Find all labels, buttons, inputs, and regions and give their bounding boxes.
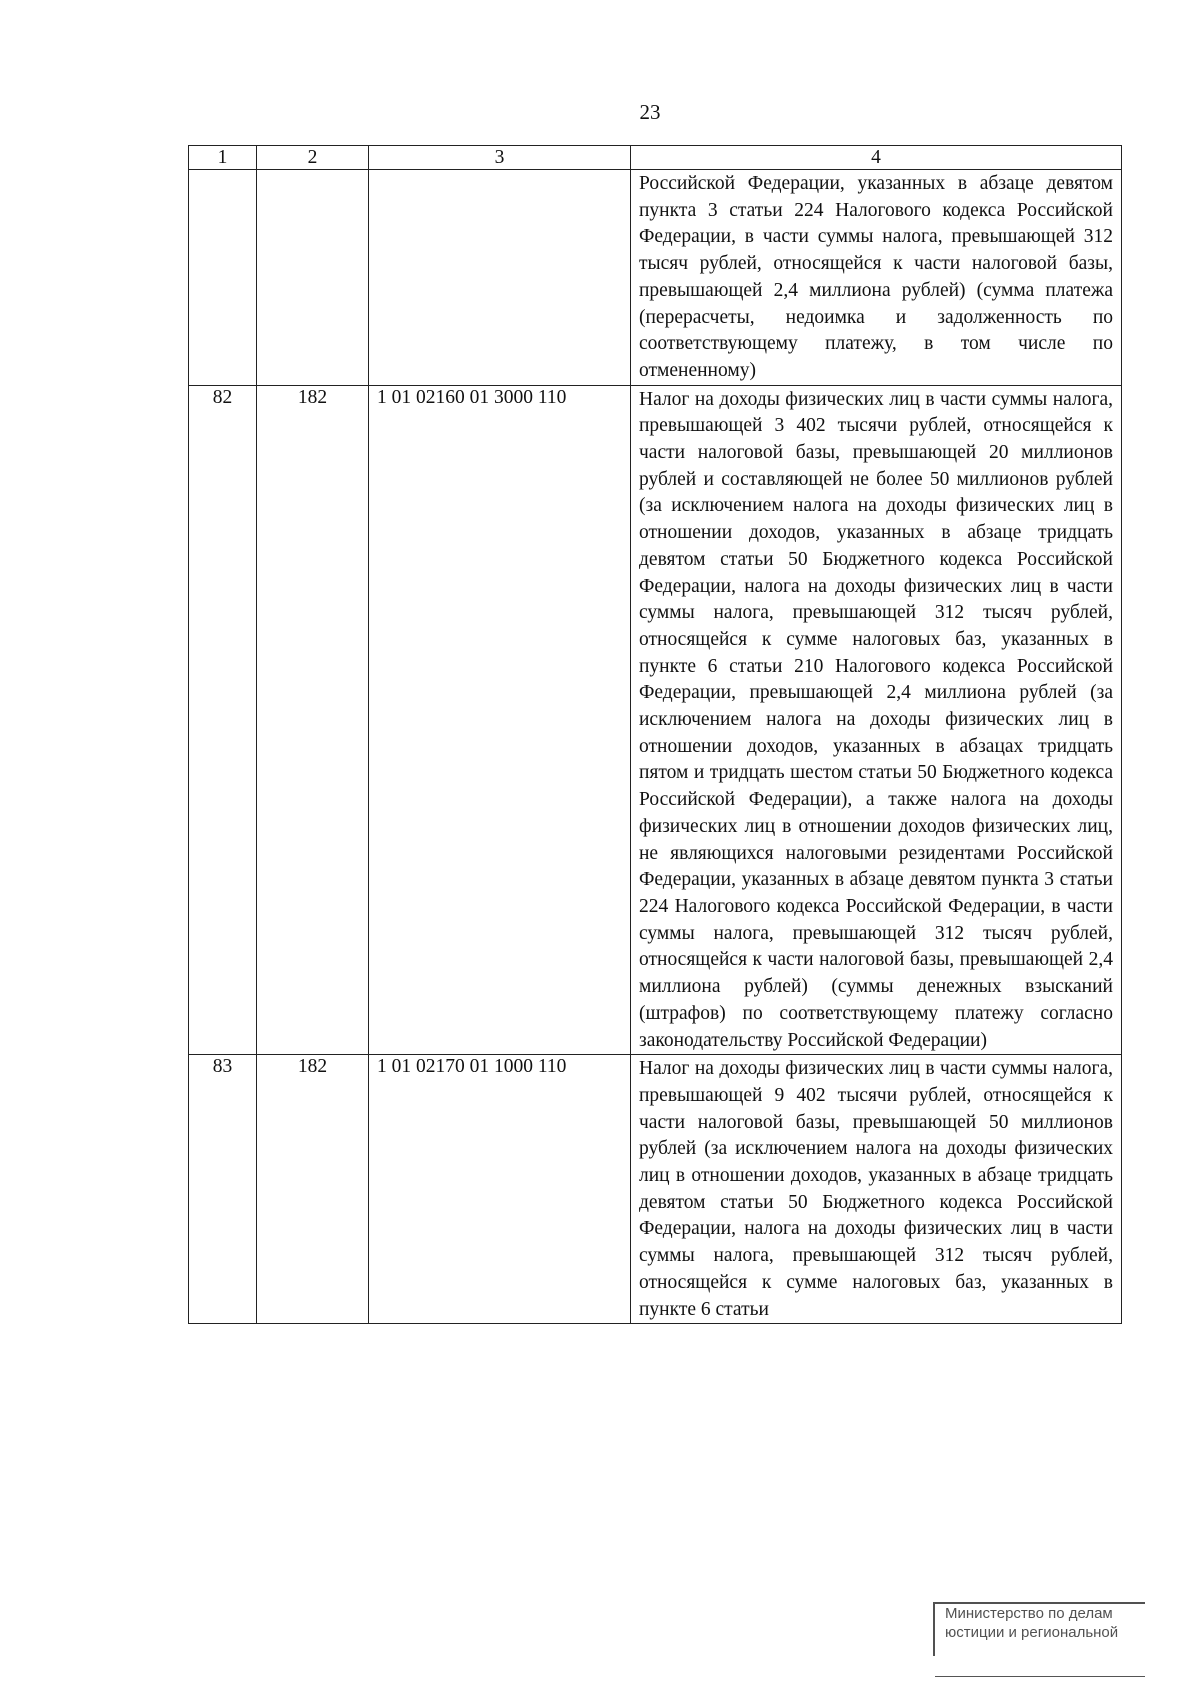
description-text: Налог на доходы физических лиц в части суммы налога, превышающей 9 402 тысячи рублей, относящейся к части налоговой базы, превышающей 50 миллионов рублей (за исключением налога на доходы физических лиц в отношении доходов, указанных в абзаце тридцать девятом статьи 50 Бюджетного кодекса Российской Федерации, налога на доходы физических лиц в части суммы налога, превышающей 312 тысяч рублей, относящейся к сумме налоговых баз, указанных в пункте 6 статьи [639,1058,1113,1320]
description-cell [631,170,1122,386]
table-header-row [189,146,1122,170]
description-cell [631,385,1122,1055]
budget-code-cell: 1 01 02170 01 1000 110 [369,1055,631,1324]
budget-code-cell: 1 01 02160 01 3000 110 [369,385,631,1055]
page-number: 23 [639,100,661,124]
admin-code-cell: 182 [257,1055,369,1324]
admin-code-cell [257,170,369,386]
stamp-line-2: юстиции и региональной [945,1624,1119,1641]
column-header-1: 1 [189,146,257,170]
table-row [189,170,1122,386]
row-number-cell [189,170,257,386]
table-row [189,385,1122,1055]
stamp-line-1: Министерство по делам [945,1605,1113,1622]
column-header-3: 3 [369,146,631,170]
description-text: Российской Федерации, указанных в абзаце девятом пункта 3 статьи 224 Налогового кодекса Российской Федерации, в части суммы налога, превышающей 312 тысяч рублей, относящейся к части налоговой базы, превышающей 2,4 миллиона рублей) (сумма платежа (перерасчеты, недоимка и задолженность по соответствующему платежу, в том числе по отмененному) [639,173,1113,381]
table-row [189,1055,1122,1324]
budget-code-cell [369,170,631,386]
registration-stamp [933,1602,1145,1656]
row-number-cell: 83 [189,1055,257,1324]
budget-codes-table [188,145,1122,1324]
description-text: Налог на доходы физических лиц в части суммы налога, превышающей 3 402 тысячи рублей, относящейся к части налоговой базы, превышающей 20 миллионов рублей и составляющей не более 50 миллионов рублей (за исключением налога на доходы физических лиц в отношении доходов, указанных в абзаце тридцать девятом статьи 50 Бюджетного кодекса Российской Федерации, налога на доходы физических лиц в части суммы налога, превышающей 312 тысяч рублей, относящейся к сумме налоговых баз, указанных в пункте 6 статьи 210 Налогового кодекса Российской Федерации, превышающей 2,4 миллиона рублей (за исключением налога на доходы физических лиц в отношении доходов, указанных в абзацах тридцать пятом и тридцать шестом статьи 50 Бюджетного кодекса Российской Федерации), а также налога на доходы физических лиц в отношении доходов физических лиц, не являющихся налоговыми резидентами Российской Федерации, указанных в абзаце девятом пункта 3 статьи 224 Налогового кодекса Российской Федерации, в части суммы налога, превышающей 312 тысяч рублей, относящейся к части налоговой базы, превышающей 2,4 миллиона рублей) (суммы денежных взысканий (штрафов) по соответствующему платежу согласно законодательству Российской Федерации) [639,388,1113,1051]
column-header-4: 4 [631,146,1122,170]
description-cell [631,1055,1122,1324]
column-header-2: 2 [257,146,369,170]
row-number-cell: 82 [189,385,257,1055]
stamp-underline [935,1676,1145,1677]
admin-code-cell: 182 [257,385,369,1055]
